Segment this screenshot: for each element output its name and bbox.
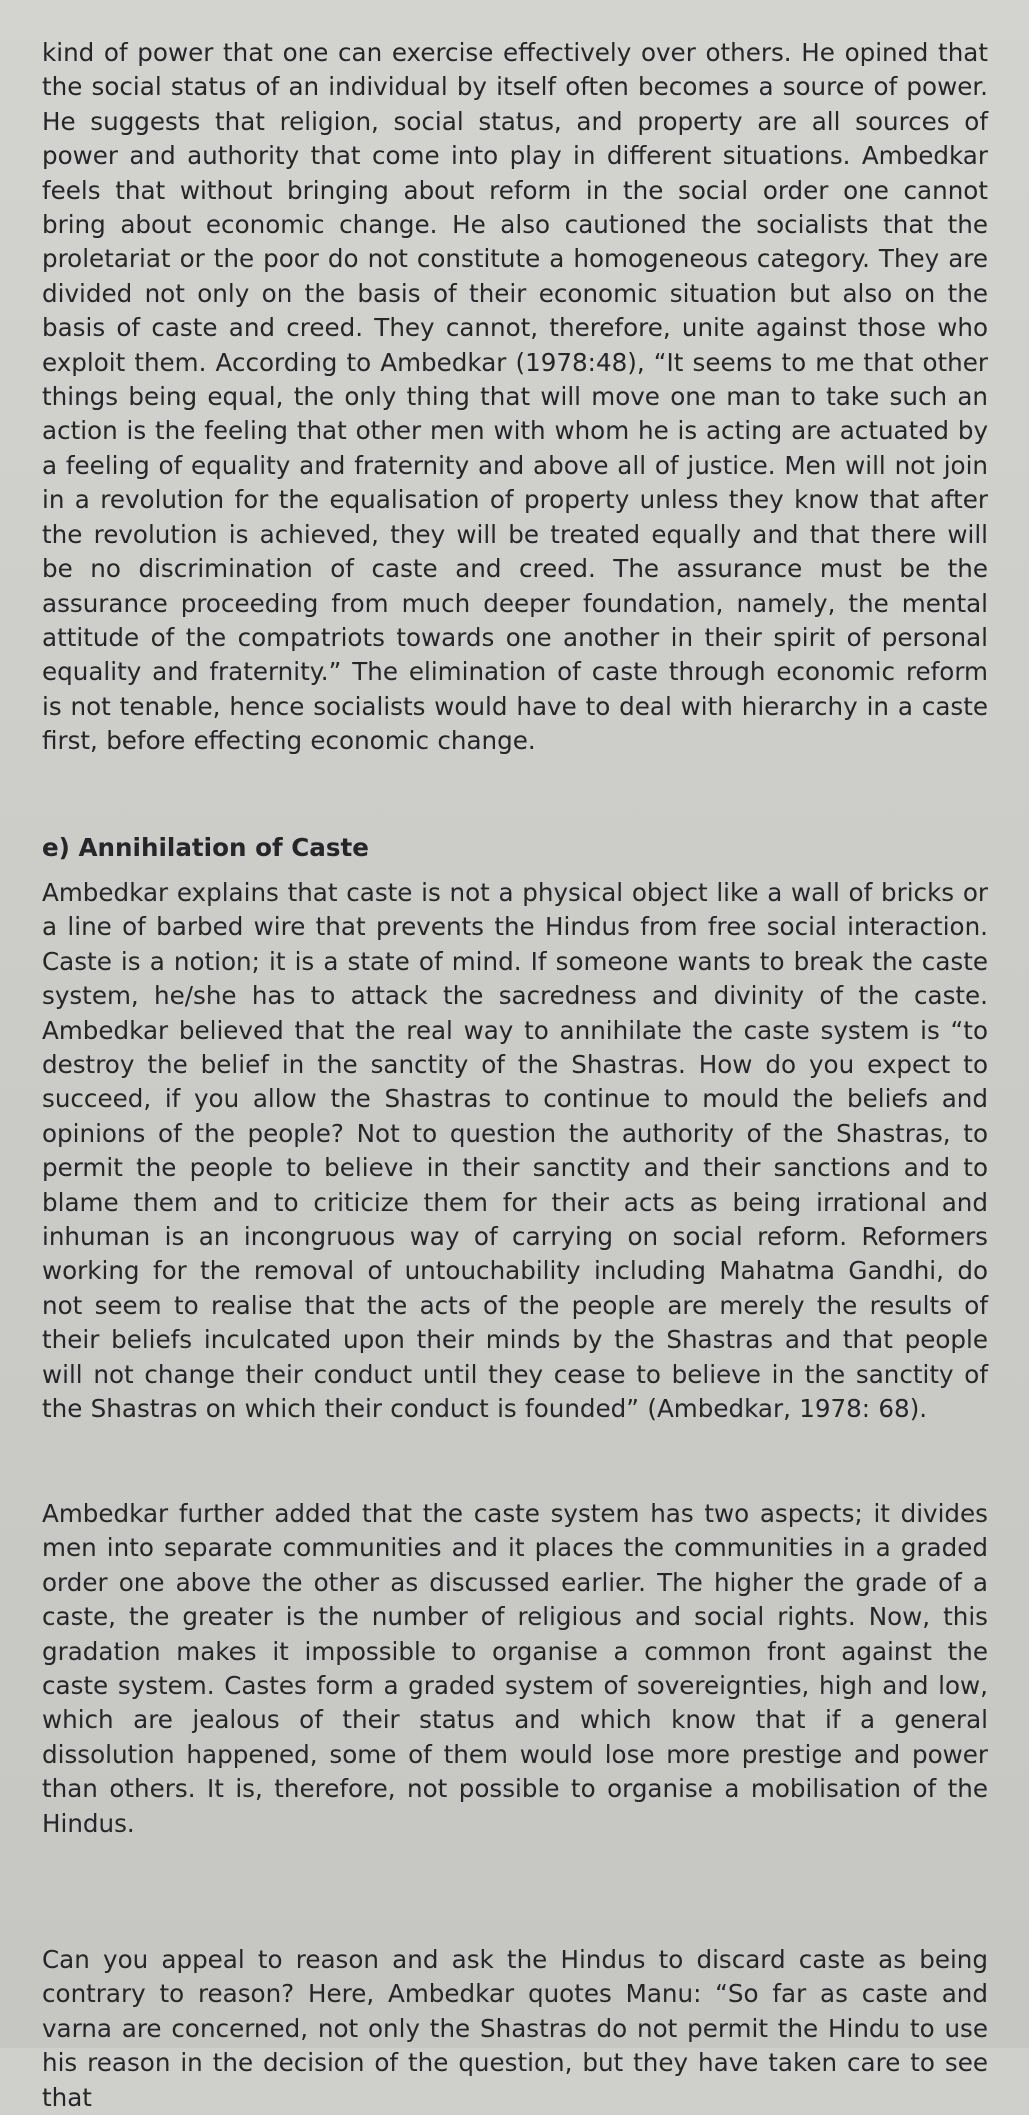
paragraph-caste-as-state-of-mind: Ambedkar explains that caste is not a physical object like a wall of bricks or a line of barbed wire that prevents the Hindus from free social interaction. Caste is a notion; it is a state of mind. If someone wants to break the caste system, he/she has to attack the sacredness and divinity of the caste. Ambedkar believed that the real way to annihilate the caste system is “to destroy the belief in the sanctity of the Shastras. How do you expect to succeed, if you allow the Shastras to continue to mould the beliefs and opinions of the people? Not to question the authority of the Shastras, to permit the people to believe in their sanctity and their sanctions and to blame them and to criticize them for their acts as being irrational and inhuman is an incongruous way of carrying on social reform. Reformers working for the removal of untouchability including Mahatma Gandhi, do not seem to realise that the acts of the people are merely the results of their beliefs inculcated upon their minds by the Shastras and that people will not change their conduct until they cease to believe in the sanctity of the Shastras on which their conduct is founded” (Ambedkar, 1978: 68). — [42, 878, 988, 1424]
section-heading-annihilation-of-caste: e) Annihilation of Caste — [42, 833, 369, 862]
paragraph-graded-inequality: Ambedkar further added that the caste system has two aspects; it divides men into separate communities and it places the communities in a graded order one above the other as discussed earlier. The higher the grade of a caste, the greater is the number of religious and social rights. Now, this gradation makes it impossible to organise a common front against the caste system. Castes form a graded system of sovereignties, high and low, which are jealous of their status and which know that if a general dissolution happened, some of them would lose more prestige and power than others. It is, therefore, not possible to organise a mobilisation of the Hindus. — [42, 1499, 988, 1838]
paragraph-appeal-to-reason: Can you appeal to reason and ask the Hindus to discard caste as being contrary to reason? Here, Ambedkar quotes Manu: “So far as caste and varna are concerned, not only the Shastras do not permit the Hindu to use his reason in the decision of the question, but they have taken care to see that — [42, 1945, 988, 2112]
paragraph-power-and-social-reform: kind of power that one can exercise effectively over others. He opined that the social status of an individual by itself often becomes a source of power. He suggests that religion, social status, and property are all sources of power and authority that come into play in different situations. Ambedkar feels that without bringing about reform in the social order one cannot bring about economic change. He also cautioned the socialists that the proletariat or the poor do not constitute a homogeneous category. They are divided not only on the basis of their economic situation but also on the basis of caste and creed. They cannot, therefore, unite against those who exploit them. According to Ambedkar (1978:48), “It seems to me that other things being equal, the only thing that will move one man to take such an action is the feeling that other men with whom he is acting are actuated by a feeling of equality and fraternity and above all of justice. Men will not join in a revolution for the equalisation of property unless they know that after the revolution is achieved, they will be treated equally and that there will be no discrimination of caste and creed. The assurance must be the assurance proceeding from much deeper foundation, namely, the mental attitude of the compatriots towards one another in their spirit of personal equality and fraternity.” The elimination of caste through economic reform is not tenable, hence socialists would have to deal with hierarchy in a caste first, before effecting economic change. — [42, 38, 988, 756]
